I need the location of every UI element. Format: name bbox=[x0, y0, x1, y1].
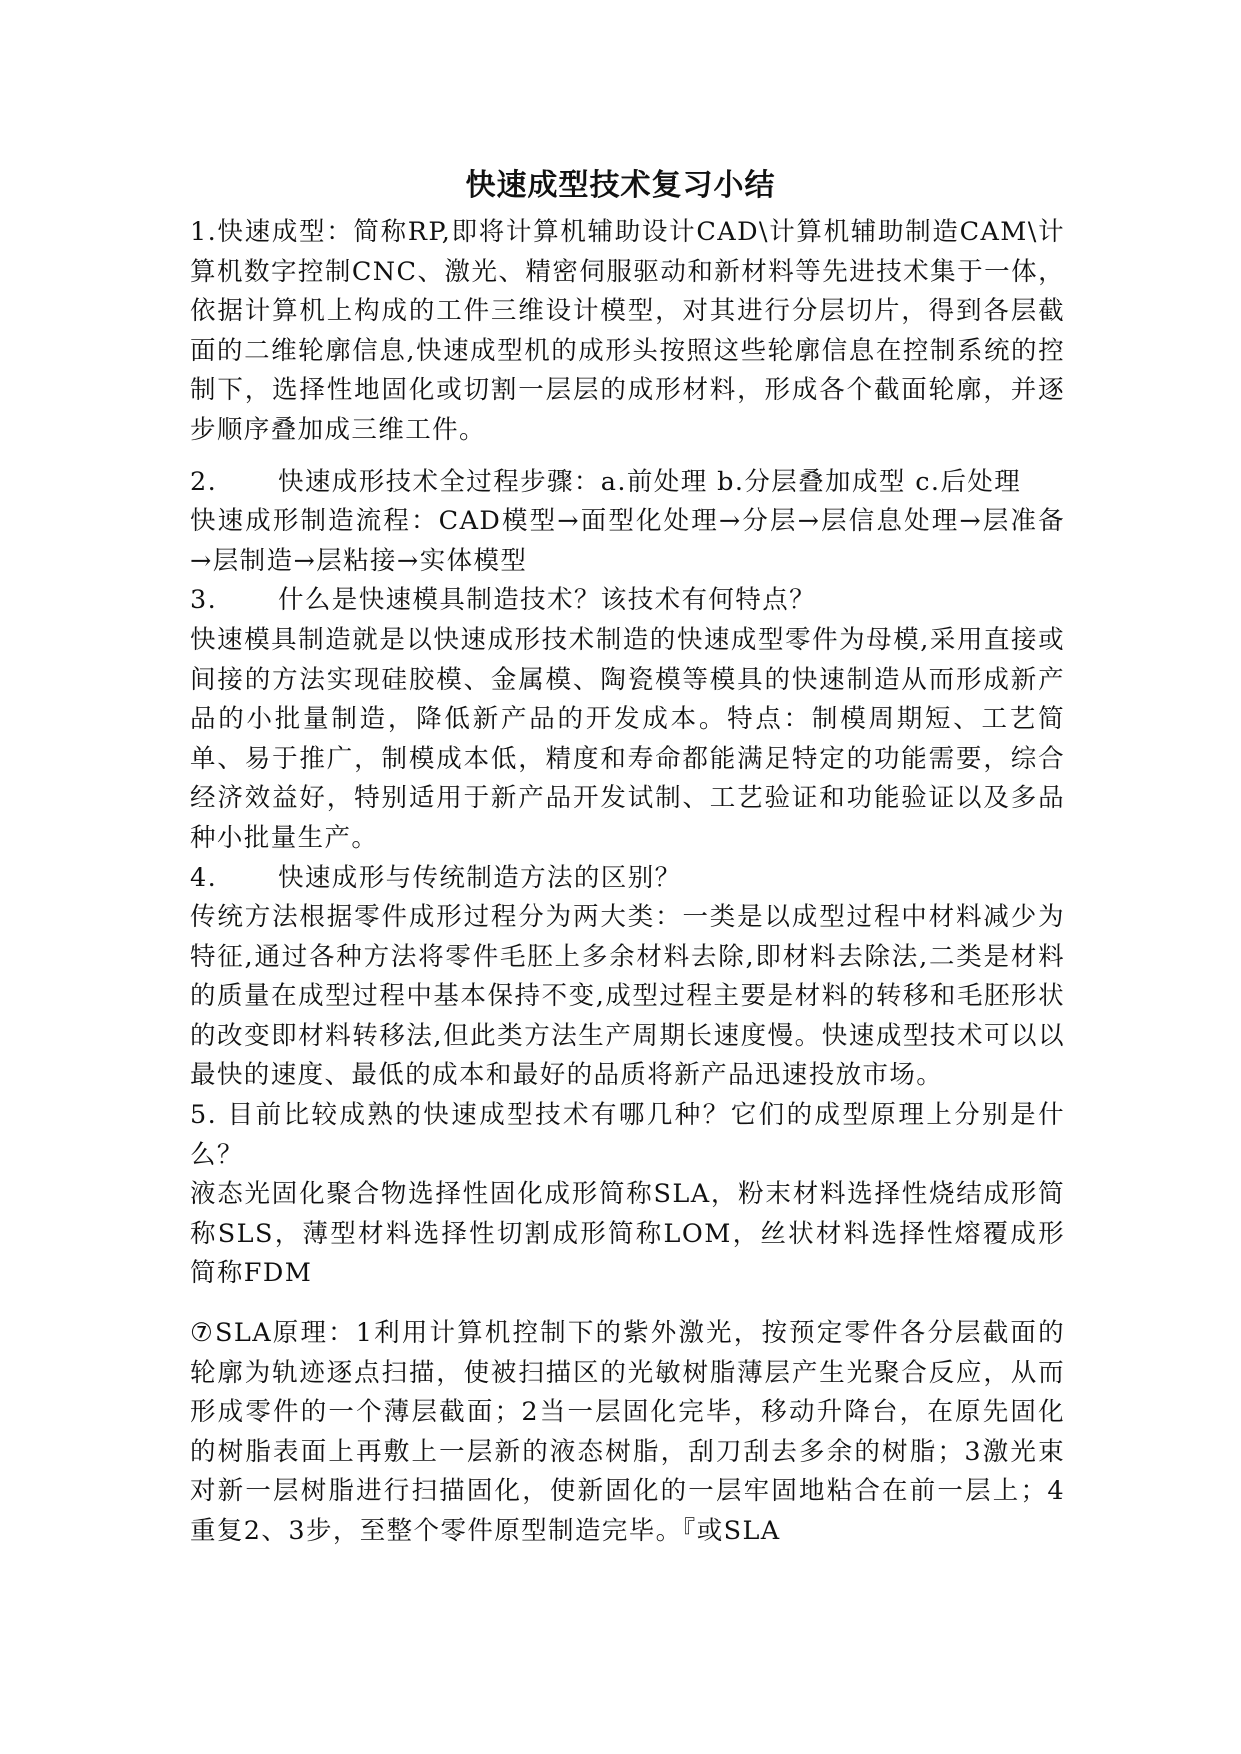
answer-5: 液态光固化聚合物选择性固化成形简称SLA，粉末材料选择性烧结成形简称SLS，薄型材料选择性切割成形简称LOM，丝状材料选择性熔覆成形简称FDM bbox=[190, 1179, 1065, 1289]
document-title: 快速成型技术复习小结 bbox=[465, 168, 776, 203]
question-3 bbox=[190, 581, 1065, 621]
question-number: 4. bbox=[190, 862, 218, 893]
paragraph-rp-definition: 1.快速成型：简称RP,即将计算机辅助设计CAD\计算机辅助制造CAM\计算机数字控制CNC、激光、精密伺服驱动和新材料等先进技术集于一体，依据计算机上构成的工件三维设计模型，对其进行分层切片，得到各层截面的二维轮廓信息,快速成型机的成形头按照这些轮廓信息在控制系统的控制下，选择性地固化或切割一层层的成形材料，形成各个截面轮廓，并逐步顺序叠加成三维工件。 bbox=[190, 217, 1065, 445]
question-text: 快速成形与传统制造方法的区别？ bbox=[278, 862, 682, 893]
answer-3: 快速模具制造就是以快速成形技术制造的快速成型零件为母模,采用直接或间接的方法实现硅胶模、金属模、陶瓷模等模具的快速制造从而形成新产品的小批量制造，降低新产品的开发成本。特点：制模周期短、工艺简单、易于推广，制模成本低，精度和寿命都能满足特定的功能需要，综合经济效益好，特别适用于新产品开发试制、工艺验证和功能验证以及多品种小批量生产。 bbox=[190, 624, 1065, 853]
question-number: 3. bbox=[190, 585, 218, 616]
question-number: 2. bbox=[190, 466, 218, 497]
question-5: 5. 目前比较成熟的快速成型技术有哪几种？它们的成型原理上分别是什么？ bbox=[190, 1100, 1065, 1170]
answer-4: 传统方法根据零件成形过程分为两大类：一类是以成型过程中材料减少为特征,通过各种方法将零件毛胚上多余材料去除,即材料去除法,二类是材料的质量在成型过程中基本保持不变,成型过程主要是材料的转移和毛胚形状的改变即材料转移法,但此类方法生产周期长速度慢。快速成型技术可以以最快的速度、最低的成本和最好的品质将新产品迅速投放市场。 bbox=[190, 902, 1065, 1091]
question-text: 什么是快速模具制造技术？该技术有何特点？ bbox=[278, 585, 817, 616]
document-body bbox=[190, 213, 1065, 1552]
question-text: 快速成形技术全过程步骤：a.前处理 b.分层叠加成型 c.后处理 bbox=[278, 466, 1022, 497]
question-4 bbox=[190, 859, 1065, 899]
answer-2: 快速成形制造流程：CAD模型→面型化处理→分层→层信息处理→层准备→层制造→层粘接→实体模型 bbox=[190, 506, 1065, 576]
question-2 bbox=[190, 463, 1065, 503]
paragraph-sla-principle: ⑦SLA原理：1利用计算机控制下的紫外激光，按预定零件各分层截面的轮廓为轨迹逐点扫描，使被扫描区的光敏树脂薄层产生光聚合反应，从而形成零件的一个薄层截面；2当一层固化完毕，移动升降台，在原先固化的树脂表面上再敷上一层新的液态树脂，刮刀刮去多余的树脂；3激光束对新一层树脂进行扫描固化，使新固化的一层牢固地粘合在前一层上；4重复2、3步，至整个零件原型制造完毕。『或SLA bbox=[190, 1318, 1065, 1546]
